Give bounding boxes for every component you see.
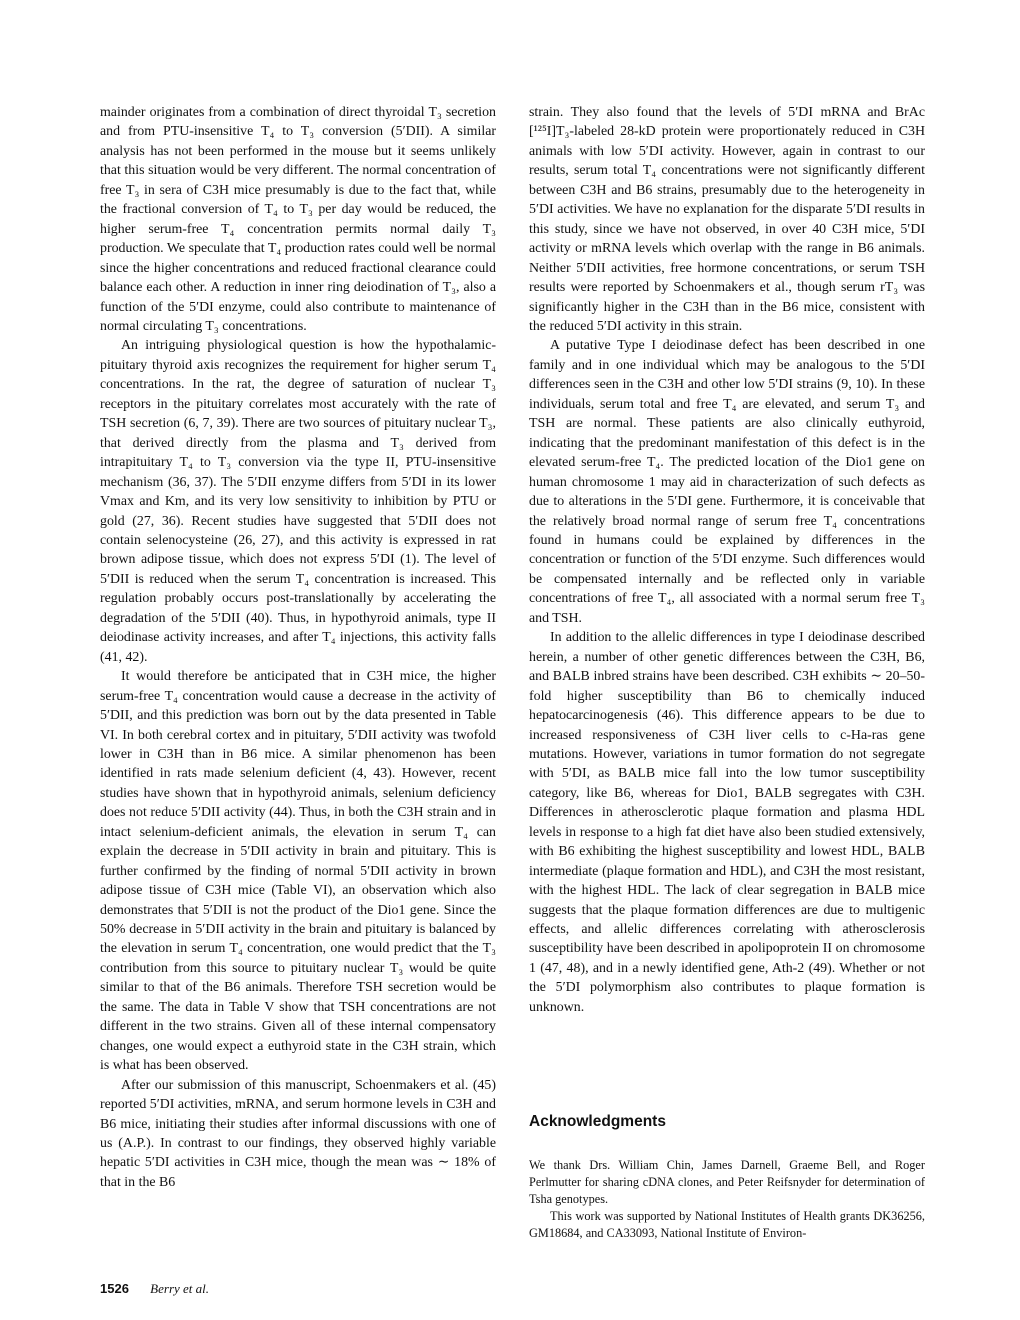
paragraph: After our submission of this manuscript, Schoenmakers et al. (45) reported 5′DI activities, mRNA, and serum hormone levels in C3H and B6 mice, initiating their studies after informal discussions with one of us (A.P.). In contrast to our findings, they observed highly variable hepatic 5′DI activities in C3H mice, though the mean was ∼ 18% of that in the B6 [100,1077,496,1190]
funding-paragraph: This work was supported by National Institutes of Health grants DK36256, GM18684, and CA33093, National Institute of Environ- [529,1208,925,1240]
paragraph: A putative Type I deiodinase defect has been described in one family and in one individual which may be analogous to the 5′DI differences seen in the C3H and other low 5′DI strains (9, 10). In these individuals, serum total and free T₄ are elevated, and serum T₃ and TSH are normal. These patients are also clinically euthyroid, indicating that the predominant manifestation of this defect is in the elevated serum-free T₄. The predicted location of the Dio1 gene on human chromosome 1 may aid in characterization of such defects as due to alterations in the 5′DI gene. Furthermore, it is conceivable that the relatively broad normal range of serum free T₄ concentrations found in humans could be explained by differences in the concentration or function of the 5′DI enzyme. Such differences would be compensated internally and be reflected only in variable concentrations of free T₄, all associated with a normal serum free T₃ and TSH. [529,338,925,626]
acknowledgments-paragraph: We thank Drs. William Chin, James Darnell, Graeme Bell, and Roger Perlmutter for sharing cDNA clones, and Peter Reifsnyder for determination of Tsha genotypes. [529,1158,925,1206]
running-authors: Berry et al. [150,1281,210,1296]
page-number: 1526 [100,1281,129,1296]
paragraph: In addition to the allelic differences in type I deiodinase described herein, a number of other genetic differences between the C3H, B6, and BALB inbred strains have been described. C3H exhibits ∼ 20–50-fold higher susceptibility than B6 to chemically induced hepatocarcinogenesis (46). This difference appears to be due to increased responsiveness of C3H liver cells to c-Ha-ras gene mutations. However, variations in tumor formation do not segregate with 5′DI, as BALB mice fall into the low tumor susceptibility category, like B6, whereas for Dio1, BALB segregates with C3H. Differences in atherosclerotic plaque formation and plasma HDL levels in response to a high fat diet have also been studied extensively, with B6 exhibiting the highest susceptibility and lowest HDL, BALB intermediate (plaque formation and HDL), and C3H the most resistant, with the highest HDL. The lack of clear segregation in BALB mice suggests that the plaque formation differences are due to multigenic effects, and allelic differences correlating with atherosclerosis susceptibility have been described in apolipoprotein II on chromosome 1 (47, 48), and in a newly identified gene, Ath-2 (49). Whether or not the 5′DI polymorphism also contributes to plaque formation is unknown. [529,630,925,1015]
acknowledgments-heading: Acknowledgments [529,1113,666,1130]
paragraph: An intriguing physiological question is how the hypothalamic-pituitary thyroid axis recognizes the requirement for higher serum T₄ concentrations. In the rat, the degree of saturation of nuclear T₃ receptors in the pituitary correlates most accurately with the rate of TSH secretion (6, 7, 39). There are two sources of pituitary nuclear T₃, that derived directly from the plasma and T₃ derived from intrapituitary T₄ to T₃ conversion via the type II, PTU-insensitive mechanism (36, 37). The 5′DII enzyme differs from 5′DI in its lower Vmax and Km, and its very low sensitivity to inhibition by PTU or gold (27, 36). Recent studies have suggested that 5′DII does not contain selenocysteine (26, 27), and this activity is expressed in rat brown adipose tissue, which does not express 5′DI (1). The level of 5′DII is reduced when the serum T₄ concentration is increased. This regulation probably occurs post-translationally by accelerating the degradation of the 5′DII (40). Thus, in hypothyroid animals, type II deiodinase activity increases, and after T₄ injections, this activity falls (41, 42). [100,338,496,665]
page-footer [100,1281,209,1297]
right-column [529,103,925,1017]
left-column [100,103,496,1192]
acknowledgments-section [529,1157,925,1242]
paragraph: mainder originates from a combination of direct thyroidal T₃ secretion and from PTU-insensitive T₄ to T₃ conversion (5′DII). A similar analysis has not been performed in the mouse but it seems unlikely that this situation would be very different. The normal concentration of free T₃ in sera of C3H mice presumably is due to the fact that, while the fractional conversion of T₄ to T₃ per day would be reduced, the higher serum-free T₄ concentration permits normal daily T₃ production. We speculate that T₄ production rates could well be normal since the higher concentrations and reduced fractional clearance could balance each other. A reduction in inner ring deiodination of T₃, also a function of the 5′DI enzyme, could also contribute to maintenance of normal circulating T₃ concentrations. [100,105,496,334]
paragraph: strain. They also found that the levels of 5′DI mRNA and BrAc [¹²⁵I]T₃-labeled 28-kD protein were proportionately reduced in C3H animals with low 5′DI activity. However, again in contrast to our results, serum total T₄ concentrations were not significantly different between C3H and B6 strains, presumably due to the heterogeneity in 5′DI activities. We have no explanation for the disparate 5′DI results in this study, since we have not observed, in over 40 C3H mice, 5′DI activity or mRNA levels which overlap with the range in B6 animals. Neither 5′DII activities, free hormone concentrations, or serum TSH results were reported by Schoenmakers et al., though serum rT₃ was significantly higher in the C3H than in the B6 mice, consistent with the reduced 5′DI activity in this strain. [529,105,925,334]
paragraph: It would therefore be anticipated that in C3H mice, the higher serum-free T₄ concentration would cause a decrease in the activity of 5′DII, and this prediction was born out by the data presented in Table VI. In both cerebral cortex and in pituitary, 5′DII activity was twofold lower in C3H than in B6 mice. A similar phenomenon has been identified in rats made selenium deficient (4, 43). However, recent studies have shown that in hypothyroid animals, selenium deficiency does not reduce 5′DII activity (44). Thus, in both the C3H strain and in intact selenium-deficient animals, the elevation in serum T₄ can explain the decrease in 5′DII activity in brain and pituitary. This is further confirmed by the finding of normal 5′DII activity in brown adipose tissue of C3H mice (Table VI), an observation which also demonstrates that 5′DII is not the product of the Dio1 gene. Since the 50% decrease in 5′DII activity in the brain and pituitary is balanced by the elevation in serum T₄ concentration, one would predict that the T₃ contribution from this source to pituitary nuclear T₃ would be quite similar to that of the B6 animals. Therefore TSH secretion would be the same. The data in Table V show that TSH concentrations are not different in the two strains. Given all of these internal compensatory changes, one would expect a euthyroid state in the C3H strain, which is what has been observed. [100,669,496,1074]
